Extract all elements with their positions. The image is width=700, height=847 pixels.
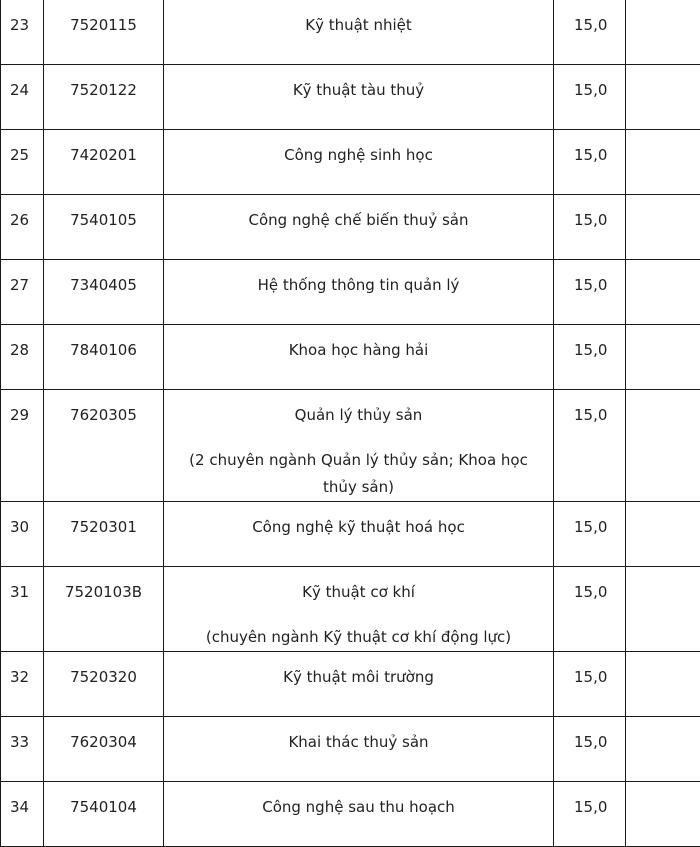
row-number — [1, 782, 44, 847]
cell-text-code: 7420201 — [70, 146, 137, 164]
benchmark-score — [554, 195, 626, 260]
cell-text-name: Kỹ thuật cơ khí — [164, 580, 553, 604]
cell-text-stt: 32 — [10, 668, 29, 686]
cell-text-stt: 27 — [10, 276, 29, 294]
major-code — [44, 390, 164, 502]
cell-text-code: 7520122 — [70, 81, 137, 99]
major-code — [44, 782, 164, 847]
benchmark-score — [554, 390, 626, 502]
cell-text-stt: 31 — [10, 583, 29, 601]
cell-text-score: 15,0 — [574, 146, 607, 164]
row-number — [1, 717, 44, 782]
row-number — [1, 502, 44, 567]
benchmark-score — [554, 65, 626, 130]
major-code — [44, 652, 164, 717]
benchmark-score — [554, 567, 626, 652]
major-name — [164, 0, 554, 65]
cell-text-code: 7520103B — [65, 583, 142, 601]
cell-text-score: 15,0 — [574, 406, 607, 424]
major-name — [164, 325, 554, 390]
note-cell — [626, 502, 700, 567]
table-row — [1, 0, 700, 65]
table-row — [1, 195, 700, 260]
note-cell — [626, 717, 700, 782]
cell-text-code: 7520115 — [70, 16, 137, 34]
major-name — [164, 260, 554, 325]
cell-text-score: 15,0 — [574, 733, 607, 751]
cell-text-score: 15,0 — [574, 16, 607, 34]
benchmark-score — [554, 782, 626, 847]
row-number — [1, 130, 44, 195]
major-code — [44, 0, 164, 65]
benchmark-score — [554, 130, 626, 195]
cell-text-score: 15,0 — [574, 668, 607, 686]
major-name — [164, 65, 554, 130]
table-row — [1, 717, 700, 782]
cell-text-name: Kỹ thuật nhiệt — [164, 13, 553, 37]
cell-text-score: 15,0 — [574, 81, 607, 99]
cell-text-stt: 33 — [10, 733, 29, 751]
cell-text-name: Công nghệ sau thu hoạch — [164, 795, 553, 819]
benchmark-score — [554, 325, 626, 390]
cell-text-score: 15,0 — [574, 518, 607, 536]
table-row — [1, 130, 700, 195]
note-cell — [626, 65, 700, 130]
cell-text-name: Công nghệ chế biến thuỷ sản — [164, 208, 553, 232]
major-code — [44, 65, 164, 130]
note-cell — [626, 390, 700, 502]
major-code — [44, 567, 164, 652]
benchmark-score — [554, 652, 626, 717]
major-specialization: (chuyên ngành Kỹ thuật cơ khí động lực) — [164, 624, 553, 651]
table-row — [1, 782, 700, 847]
cell-text-name: Quản lý thủy sản — [164, 403, 553, 427]
major-code — [44, 260, 164, 325]
major-code — [44, 502, 164, 567]
row-number — [1, 195, 44, 260]
table-row — [1, 390, 700, 502]
cell-text-name: Khai thác thuỷ sản — [164, 730, 553, 754]
cell-text-name: Công nghệ sinh học — [164, 143, 553, 167]
row-number — [1, 652, 44, 717]
major-code — [44, 195, 164, 260]
cell-text-name: Kỹ thuật tàu thuỷ — [164, 78, 553, 102]
cell-text-stt: 28 — [10, 341, 29, 359]
major-name — [164, 567, 554, 652]
cell-text-name: Khoa học hàng hải — [164, 338, 553, 362]
major-specialization: (2 chuyên ngành Quản lý thủy sản; Khoa học thủy sản) — [164, 447, 553, 501]
cell-text-stt: 29 — [10, 406, 29, 424]
benchmark-score — [554, 717, 626, 782]
benchmark-score — [554, 0, 626, 65]
row-number — [1, 390, 44, 502]
major-name — [164, 782, 554, 847]
cell-text-stt: 30 — [10, 518, 29, 536]
cell-text-score: 15,0 — [574, 341, 607, 359]
cell-text-stt: 34 — [10, 798, 29, 816]
major-code — [44, 717, 164, 782]
cell-text-code: 7540105 — [70, 211, 137, 229]
table-row — [1, 502, 700, 567]
table-row — [1, 325, 700, 390]
major-name — [164, 130, 554, 195]
cell-text-code: 7620304 — [70, 733, 137, 751]
note-cell — [626, 260, 700, 325]
major-name — [164, 652, 554, 717]
cell-text-code: 7620305 — [70, 406, 137, 424]
major-code — [44, 325, 164, 390]
major-name — [164, 390, 554, 502]
major-name — [164, 717, 554, 782]
cell-text-code: 7340405 — [70, 276, 137, 294]
cell-text-stt: 24 — [10, 81, 29, 99]
note-cell — [626, 782, 700, 847]
cell-text-stt: 23 — [10, 16, 29, 34]
row-number — [1, 65, 44, 130]
cell-text-name: Công nghệ kỹ thuật hoá học — [164, 515, 553, 539]
row-number — [1, 325, 44, 390]
cell-text-score: 15,0 — [574, 798, 607, 816]
note-cell — [626, 325, 700, 390]
cell-text-code: 7540104 — [70, 798, 137, 816]
cell-text-score: 15,0 — [574, 583, 607, 601]
note-cell — [626, 652, 700, 717]
row-number — [1, 0, 44, 65]
cell-text-code: 7520320 — [70, 668, 137, 686]
note-cell — [626, 0, 700, 65]
cell-text-score: 15,0 — [574, 211, 607, 229]
cell-text-name: Kỹ thuật môi trường — [164, 665, 553, 689]
major-name — [164, 502, 554, 567]
cell-text-score: 15,0 — [574, 276, 607, 294]
note-cell — [626, 130, 700, 195]
benchmark-score — [554, 502, 626, 567]
table-row — [1, 652, 700, 717]
cell-text-code: 7840106 — [70, 341, 137, 359]
note-cell — [626, 195, 700, 260]
table-row — [1, 65, 700, 130]
major-name — [164, 195, 554, 260]
cell-text-code: 7520301 — [70, 518, 137, 536]
cell-text-stt: 25 — [10, 146, 29, 164]
row-number — [1, 567, 44, 652]
table-body — [1, 0, 700, 847]
cell-text-name: Hệ thống thông tin quản lý — [164, 273, 553, 297]
table-row — [1, 260, 700, 325]
cell-text-stt: 26 — [10, 211, 29, 229]
benchmark-score — [554, 260, 626, 325]
major-code — [44, 130, 164, 195]
table-row — [1, 567, 700, 652]
row-number — [1, 260, 44, 325]
note-cell — [626, 567, 700, 652]
